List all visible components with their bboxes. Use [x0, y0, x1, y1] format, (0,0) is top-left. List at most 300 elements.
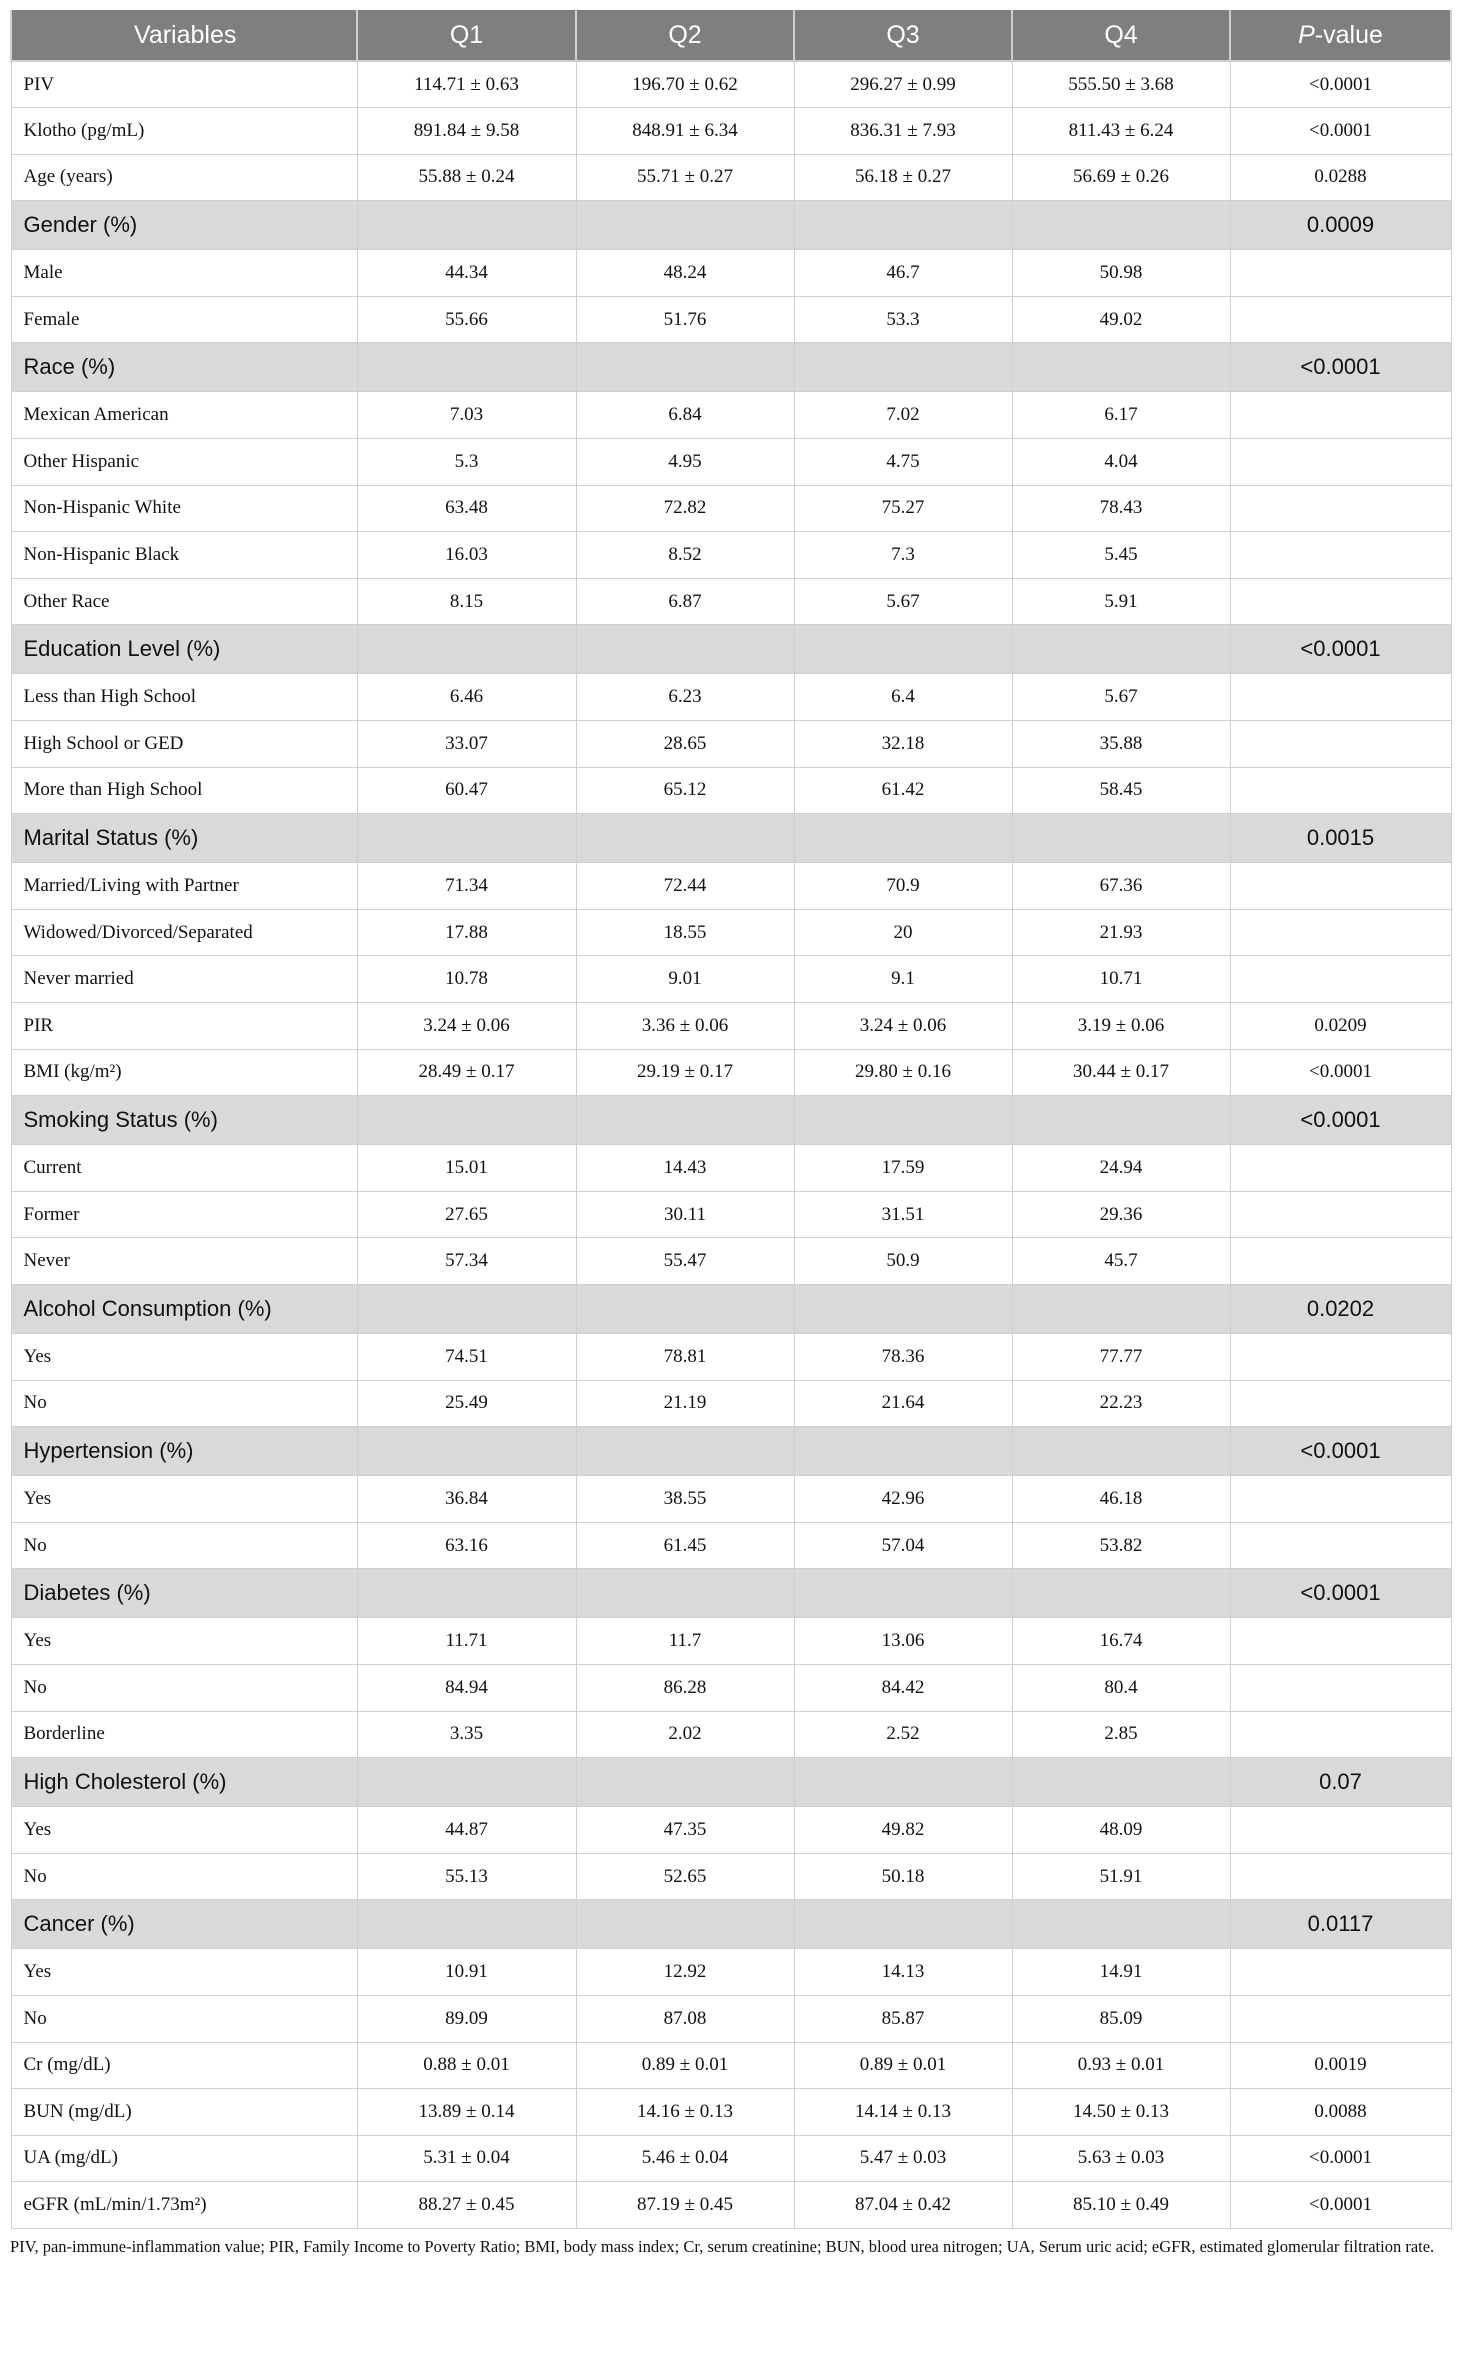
section-row	[11, 343, 1451, 392]
header-q2: Q2	[576, 10, 794, 61]
cell-q4: 555.50 ± 3.68	[1012, 61, 1230, 108]
cell-p-value: 0.0088	[1230, 2089, 1451, 2136]
cell-q2	[576, 814, 794, 863]
cell-q4: 50.98	[1012, 250, 1230, 297]
cell-q3: 6.4	[794, 674, 1012, 721]
cell-q2: 47.35	[576, 1807, 794, 1854]
cell-q2: 196.70 ± 0.62	[576, 61, 794, 108]
cell-q3: 84.42	[794, 1664, 1012, 1711]
cell-q2: 86.28	[576, 1664, 794, 1711]
cell-q3: 50.9	[794, 1238, 1012, 1285]
cell-q3	[794, 1758, 1012, 1807]
cell-q1	[357, 1569, 576, 1618]
cell-p-value: <0.0001	[1230, 2182, 1451, 2229]
row-label: Mexican American	[11, 392, 357, 439]
header-row	[11, 10, 1451, 61]
cell-q1	[357, 1758, 576, 1807]
row-label: Former	[11, 1191, 357, 1238]
cell-q1: 13.89 ± 0.14	[357, 2089, 576, 2136]
cell-q3: 61.42	[794, 767, 1012, 814]
cell-q2	[576, 1284, 794, 1333]
table-row	[11, 250, 1451, 297]
cell-p-value	[1230, 1145, 1451, 1192]
cell-q4: 21.93	[1012, 909, 1230, 956]
cell-q3: 296.27 ± 0.99	[794, 61, 1012, 108]
table-row	[11, 1380, 1451, 1427]
cell-q2: 18.55	[576, 909, 794, 956]
cell-q4	[1012, 1096, 1230, 1145]
cell-q3: 46.7	[794, 250, 1012, 297]
cell-p-value: 0.0019	[1230, 2042, 1451, 2089]
cell-q2	[576, 1900, 794, 1949]
table-row	[11, 1522, 1451, 1569]
cell-q2: 51.76	[576, 296, 794, 343]
cell-p-value: 0.0015	[1230, 814, 1451, 863]
row-label: Non-Hispanic Black	[11, 532, 357, 579]
table-row	[11, 2182, 1451, 2229]
cell-q1: 10.78	[357, 956, 576, 1003]
row-label: Smoking Status (%)	[11, 1096, 357, 1145]
row-label: BMI (kg/m²)	[11, 1049, 357, 1096]
cell-q1	[357, 201, 576, 250]
table-row	[11, 2089, 1451, 2136]
cell-q4	[1012, 1427, 1230, 1476]
cell-p-value	[1230, 674, 1451, 721]
row-label: Yes	[11, 1807, 357, 1854]
cell-q2: 78.81	[576, 1333, 794, 1380]
cell-q4: 30.44 ± 0.17	[1012, 1049, 1230, 1096]
table-row	[11, 767, 1451, 814]
cell-p-value	[1230, 1522, 1451, 1569]
cell-q4	[1012, 625, 1230, 674]
table-row	[11, 154, 1451, 201]
cell-q1: 6.46	[357, 674, 576, 721]
cell-q4: 45.7	[1012, 1238, 1230, 1285]
cell-p-value: <0.0001	[1230, 1049, 1451, 1096]
row-label: Less than High School	[11, 674, 357, 721]
cell-q2	[576, 343, 794, 392]
row-label: Cancer (%)	[11, 1900, 357, 1949]
table-container	[10, 10, 1450, 2258]
cell-p-value: <0.0001	[1230, 108, 1451, 155]
cell-q2: 30.11	[576, 1191, 794, 1238]
cell-p-value	[1230, 532, 1451, 579]
section-row	[11, 1900, 1451, 1949]
cell-q3	[794, 1900, 1012, 1949]
header-q1: Q1	[357, 10, 576, 61]
cell-q1: 44.34	[357, 250, 576, 297]
table-row	[11, 1049, 1451, 1096]
cell-q3: 9.1	[794, 956, 1012, 1003]
cell-q4: 53.82	[1012, 1522, 1230, 1569]
row-label: No	[11, 1522, 357, 1569]
cell-q3: 7.3	[794, 532, 1012, 579]
cell-q1	[357, 1427, 576, 1476]
table-row	[11, 2042, 1451, 2089]
cell-q2: 28.65	[576, 721, 794, 768]
cell-p-value	[1230, 1664, 1451, 1711]
cell-q1: 63.16	[357, 1522, 576, 1569]
row-label: Other Race	[11, 578, 357, 625]
row-label: PIR	[11, 1003, 357, 1050]
cell-q2: 6.23	[576, 674, 794, 721]
cell-q2: 12.92	[576, 1949, 794, 1996]
cell-p-value	[1230, 578, 1451, 625]
cell-q2: 87.08	[576, 1995, 794, 2042]
cell-q4	[1012, 814, 1230, 863]
row-label: Never	[11, 1238, 357, 1285]
cell-p-value: 0.0117	[1230, 1900, 1451, 1949]
cell-q1	[357, 1900, 576, 1949]
section-row	[11, 1096, 1451, 1145]
row-label: High Cholesterol (%)	[11, 1758, 357, 1807]
cell-q1: 17.88	[357, 909, 576, 956]
cell-q1: 891.84 ± 9.58	[357, 108, 576, 155]
cell-q3: 53.3	[794, 296, 1012, 343]
cell-q4	[1012, 201, 1230, 250]
header-variables: Variables	[11, 10, 357, 61]
row-label: Yes	[11, 1333, 357, 1380]
cell-q1: 25.49	[357, 1380, 576, 1427]
cell-q1: 44.87	[357, 1807, 576, 1854]
table-row	[11, 108, 1451, 155]
cell-q4	[1012, 1900, 1230, 1949]
table-body	[11, 61, 1451, 2228]
cell-p-value: <0.0001	[1230, 625, 1451, 674]
cell-q2: 87.19 ± 0.45	[576, 2182, 794, 2229]
cell-q3: 75.27	[794, 485, 1012, 532]
cell-q4: 49.02	[1012, 296, 1230, 343]
cell-q1: 11.71	[357, 1618, 576, 1665]
row-label: BUN (mg/dL)	[11, 2089, 357, 2136]
cell-q1	[357, 1096, 576, 1145]
cell-q3	[794, 201, 1012, 250]
cell-q4: 46.18	[1012, 1476, 1230, 1523]
row-label: Age (years)	[11, 154, 357, 201]
cell-p-value	[1230, 1333, 1451, 1380]
cell-p-value	[1230, 1711, 1451, 1758]
cell-q3: 31.51	[794, 1191, 1012, 1238]
section-row	[11, 1284, 1451, 1333]
cell-q1: 7.03	[357, 392, 576, 439]
cell-p-value	[1230, 250, 1451, 297]
cell-q4	[1012, 1758, 1230, 1807]
cell-q3: 3.24 ± 0.06	[794, 1003, 1012, 1050]
cell-q2: 55.47	[576, 1238, 794, 1285]
table-row	[11, 1618, 1451, 1665]
cell-q4: 56.69 ± 0.26	[1012, 154, 1230, 201]
row-label: No	[11, 1664, 357, 1711]
cell-p-value	[1230, 909, 1451, 956]
cell-p-value: <0.0001	[1230, 343, 1451, 392]
cell-q4: 85.10 ± 0.49	[1012, 2182, 1230, 2229]
cell-q4	[1012, 1284, 1230, 1333]
table-row	[11, 1238, 1451, 1285]
row-label: Race (%)	[11, 343, 357, 392]
row-label: More than High School	[11, 767, 357, 814]
header-p-suffix: -value	[1314, 20, 1383, 49]
cell-p-value: <0.0001	[1230, 61, 1451, 108]
cell-q1: 57.34	[357, 1238, 576, 1285]
cell-q2: 6.84	[576, 392, 794, 439]
cell-q1: 74.51	[357, 1333, 576, 1380]
cell-q3: 85.87	[794, 1995, 1012, 2042]
cell-q1: 63.48	[357, 485, 576, 532]
cell-p-value: <0.0001	[1230, 2135, 1451, 2182]
cell-q4: 811.43 ± 6.24	[1012, 108, 1230, 155]
cell-q4: 48.09	[1012, 1807, 1230, 1854]
cell-q2: 21.19	[576, 1380, 794, 1427]
cell-q2: 2.02	[576, 1711, 794, 1758]
cell-q4: 22.23	[1012, 1380, 1230, 1427]
cell-q2: 61.45	[576, 1522, 794, 1569]
row-label: PIV	[11, 61, 357, 108]
cell-q4: 77.77	[1012, 1333, 1230, 1380]
cell-q2: 848.91 ± 6.34	[576, 108, 794, 155]
cell-q1	[357, 814, 576, 863]
cell-q2: 0.89 ± 0.01	[576, 2042, 794, 2089]
cell-p-value	[1230, 1853, 1451, 1900]
section-row	[11, 1427, 1451, 1476]
cell-p-value	[1230, 1807, 1451, 1854]
table-row	[11, 1145, 1451, 1192]
cell-q3: 32.18	[794, 721, 1012, 768]
cell-q1: 55.88 ± 0.24	[357, 154, 576, 201]
cell-q2: 29.19 ± 0.17	[576, 1049, 794, 1096]
cell-q2: 3.36 ± 0.06	[576, 1003, 794, 1050]
cell-q4: 51.91	[1012, 1853, 1230, 1900]
row-label: Yes	[11, 1618, 357, 1665]
cell-q3: 20	[794, 909, 1012, 956]
cell-q2	[576, 201, 794, 250]
cell-p-value	[1230, 1476, 1451, 1523]
row-label: Cr (mg/dL)	[11, 2042, 357, 2089]
cell-q2: 72.82	[576, 485, 794, 532]
row-label: Gender (%)	[11, 201, 357, 250]
cell-q1	[357, 343, 576, 392]
row-label: No	[11, 1853, 357, 1900]
cell-q1: 55.13	[357, 1853, 576, 1900]
row-label: Marital Status (%)	[11, 814, 357, 863]
cell-q3: 21.64	[794, 1380, 1012, 1427]
cell-q2: 4.95	[576, 439, 794, 486]
cell-q3: 56.18 ± 0.27	[794, 154, 1012, 201]
section-row	[11, 625, 1451, 674]
cell-q1: 88.27 ± 0.45	[357, 2182, 576, 2229]
cell-q3	[794, 625, 1012, 674]
cell-q2	[576, 1758, 794, 1807]
table-row	[11, 863, 1451, 910]
cell-q3: 5.67	[794, 578, 1012, 625]
row-label: Female	[11, 296, 357, 343]
cell-q3: 13.06	[794, 1618, 1012, 1665]
row-label: Widowed/Divorced/Separated	[11, 909, 357, 956]
section-row	[11, 814, 1451, 863]
cell-q2	[576, 1569, 794, 1618]
cell-q3: 7.02	[794, 392, 1012, 439]
cell-q3	[794, 1569, 1012, 1618]
cell-q1: 15.01	[357, 1145, 576, 1192]
row-label: Male	[11, 250, 357, 297]
cell-q1: 8.15	[357, 578, 576, 625]
cell-q3: 87.04 ± 0.42	[794, 2182, 1012, 2229]
cell-q4: 35.88	[1012, 721, 1230, 768]
cell-q1: 28.49 ± 0.17	[357, 1049, 576, 1096]
cell-q2	[576, 625, 794, 674]
cell-q2	[576, 1096, 794, 1145]
cell-q3	[794, 1284, 1012, 1333]
table-row	[11, 956, 1451, 1003]
cell-q4	[1012, 1569, 1230, 1618]
section-row	[11, 1569, 1451, 1618]
cell-p-value	[1230, 1191, 1451, 1238]
cell-q3: 50.18	[794, 1853, 1012, 1900]
cell-q2: 65.12	[576, 767, 794, 814]
cell-q3: 14.13	[794, 1949, 1012, 1996]
table-row	[11, 674, 1451, 721]
cell-q2: 6.87	[576, 578, 794, 625]
cell-p-value	[1230, 439, 1451, 486]
table-row	[11, 485, 1451, 532]
row-label: Yes	[11, 1476, 357, 1523]
cell-q2: 72.44	[576, 863, 794, 910]
cell-p-value	[1230, 392, 1451, 439]
cell-q2: 52.65	[576, 1853, 794, 1900]
cell-q2: 8.52	[576, 532, 794, 579]
table-row	[11, 721, 1451, 768]
cell-q4: 0.93 ± 0.01	[1012, 2042, 1230, 2089]
cell-q1: 10.91	[357, 1949, 576, 1996]
table-row	[11, 532, 1451, 579]
cell-q4: 4.04	[1012, 439, 1230, 486]
cell-q3: 70.9	[794, 863, 1012, 910]
cell-q2: 38.55	[576, 1476, 794, 1523]
table-row	[11, 439, 1451, 486]
cell-p-value	[1230, 863, 1451, 910]
cell-q2: 11.7	[576, 1618, 794, 1665]
cell-q1: 114.71 ± 0.63	[357, 61, 576, 108]
cell-q3: 5.47 ± 0.03	[794, 2135, 1012, 2182]
cell-q2: 55.71 ± 0.27	[576, 154, 794, 201]
header-p-value	[1230, 10, 1451, 61]
row-label: Married/Living with Partner	[11, 863, 357, 910]
cell-p-value	[1230, 1238, 1451, 1285]
cell-q3	[794, 1427, 1012, 1476]
table-row	[11, 1807, 1451, 1854]
table-row	[11, 1333, 1451, 1380]
cell-q3: 836.31 ± 7.93	[794, 108, 1012, 155]
cell-q3: 14.14 ± 0.13	[794, 2089, 1012, 2136]
cell-q1: 5.31 ± 0.04	[357, 2135, 576, 2182]
cell-q4: 67.36	[1012, 863, 1230, 910]
cell-p-value	[1230, 956, 1451, 1003]
cell-p-value	[1230, 1949, 1451, 1996]
cell-p-value: <0.0001	[1230, 1096, 1451, 1145]
cell-q3	[794, 343, 1012, 392]
cell-p-value	[1230, 296, 1451, 343]
cell-q1: 27.65	[357, 1191, 576, 1238]
table-row	[11, 1191, 1451, 1238]
cell-q4: 2.85	[1012, 1711, 1230, 1758]
table-footnote: PIV, pan-immune-inflammation value; PIR, Family Income to Poverty Ratio; BMI, body mass index; Cr, serum creatinine; BUN, blood urea nitrogen; UA, Serum uric acid; eGFR, estimated glomerular filtration rate.	[10, 2236, 1435, 2256]
cell-q1: 71.34	[357, 863, 576, 910]
cell-q4: 5.45	[1012, 532, 1230, 579]
row-label: Never married	[11, 956, 357, 1003]
cell-p-value: 0.07	[1230, 1758, 1451, 1807]
table-row	[11, 61, 1451, 108]
cell-q4: 16.74	[1012, 1618, 1230, 1665]
cell-q2: 48.24	[576, 250, 794, 297]
table-row	[11, 1949, 1451, 1996]
cell-q4: 3.19 ± 0.06	[1012, 1003, 1230, 1050]
cell-q3: 2.52	[794, 1711, 1012, 1758]
table-row	[11, 1711, 1451, 1758]
row-label: Education Level (%)	[11, 625, 357, 674]
table-row	[11, 2135, 1451, 2182]
cell-q1: 0.88 ± 0.01	[357, 2042, 576, 2089]
cell-q3: 17.59	[794, 1145, 1012, 1192]
cell-q3: 4.75	[794, 439, 1012, 486]
cell-q4: 5.63 ± 0.03	[1012, 2135, 1230, 2182]
cell-q4: 58.45	[1012, 767, 1230, 814]
cell-q4: 6.17	[1012, 392, 1230, 439]
cell-q4: 14.50 ± 0.13	[1012, 2089, 1230, 2136]
cell-q4: 14.91	[1012, 1949, 1230, 1996]
table-row	[11, 1476, 1451, 1523]
cell-q4: 5.67	[1012, 674, 1230, 721]
cell-q1	[357, 625, 576, 674]
cell-q3	[794, 1096, 1012, 1145]
cell-p-value: 0.0009	[1230, 201, 1451, 250]
cell-q1: 55.66	[357, 296, 576, 343]
row-label: UA (mg/dL)	[11, 2135, 357, 2182]
cell-q2	[576, 1427, 794, 1476]
row-label: Other Hispanic	[11, 439, 357, 486]
row-label: Alcohol Consumption (%)	[11, 1284, 357, 1333]
table-row	[11, 909, 1451, 956]
header-p-prefix: P	[1298, 20, 1315, 49]
cell-q1: 89.09	[357, 1995, 576, 2042]
cell-q2: 5.46 ± 0.04	[576, 2135, 794, 2182]
cell-p-value	[1230, 721, 1451, 768]
cell-q4: 24.94	[1012, 1145, 1230, 1192]
row-label: High School or GED	[11, 721, 357, 768]
cell-q1: 3.24 ± 0.06	[357, 1003, 576, 1050]
table-row	[11, 578, 1451, 625]
cell-q3: 0.89 ± 0.01	[794, 2042, 1012, 2089]
row-label: Yes	[11, 1949, 357, 1996]
row-label: No	[11, 1995, 357, 2042]
cell-p-value: 0.0202	[1230, 1284, 1451, 1333]
cell-q4: 80.4	[1012, 1664, 1230, 1711]
cell-q2: 14.16 ± 0.13	[576, 2089, 794, 2136]
cell-q1: 60.47	[357, 767, 576, 814]
cell-p-value	[1230, 767, 1451, 814]
row-label: Klotho (pg/mL)	[11, 108, 357, 155]
cell-q1: 33.07	[357, 721, 576, 768]
cell-q2: 9.01	[576, 956, 794, 1003]
header-q3: Q3	[794, 10, 1012, 61]
cell-q4: 85.09	[1012, 1995, 1230, 2042]
cell-q4	[1012, 343, 1230, 392]
cell-q3: 29.80 ± 0.16	[794, 1049, 1012, 1096]
section-row	[11, 1758, 1451, 1807]
header-q4: Q4	[1012, 10, 1230, 61]
cell-p-value	[1230, 1995, 1451, 2042]
cell-q4: 29.36	[1012, 1191, 1230, 1238]
table-row	[11, 392, 1451, 439]
row-label: Non-Hispanic White	[11, 485, 357, 532]
